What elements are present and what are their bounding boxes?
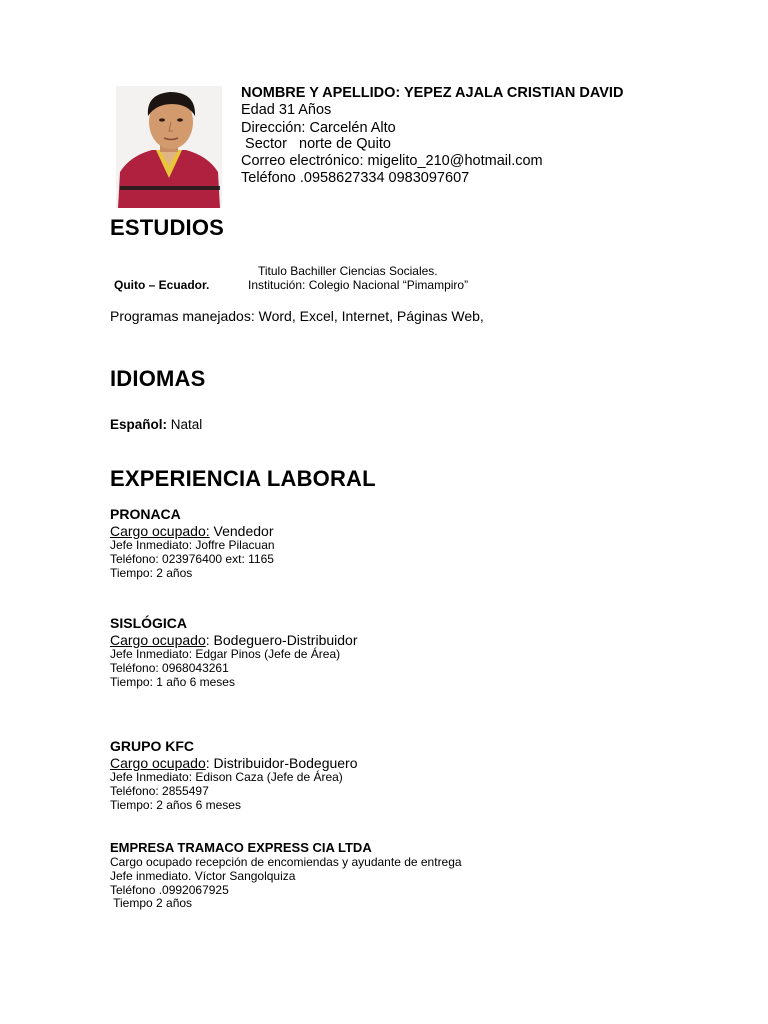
job-time: Tiempo 2 años — [110, 896, 193, 911]
person-photo-icon — [116, 86, 222, 208]
job-role-value: : Distribuidor-Bodeguero — [205, 755, 358, 771]
job-phone: Teléfono: 2855497 — [110, 783, 209, 798]
job-role — [110, 755, 358, 771]
sector-line: Sector norte de Quito — [241, 136, 391, 152]
job-role-label: Cargo ocupado — [110, 632, 206, 648]
experience-heading: EXPERIENCIA LABORAL — [110, 466, 376, 491]
job-company: PRONACA — [110, 506, 181, 522]
studies-title: Titulo Bachiller Ciencias Sociales. — [258, 264, 438, 278]
job-time: Tiempo: 2 años — [110, 565, 193, 580]
language-value: Natal — [167, 417, 203, 432]
job-time: Tiempo: 2 años 6 meses — [110, 797, 241, 812]
job-role — [110, 632, 358, 648]
job-role-value: Vendedor — [209, 523, 274, 539]
languages-heading: IDIOMAS — [110, 366, 206, 391]
address-line: Dirección: Carcelén Alto — [241, 120, 396, 136]
language-item — [110, 417, 202, 432]
job-role-value: : Bodeguero-Distribuidor — [205, 632, 358, 648]
job-entry-pronaca — [110, 506, 275, 580]
studies-location: Quito – Ecuador. — [114, 278, 210, 292]
job-boss: Jefe inmediato. Víctor Sangolquiza — [110, 868, 296, 883]
job-boss: Jefe Inmediato: Edgar Pinos (Jefe de Área) — [110, 647, 341, 661]
job-time: Tiempo: 1 año 6 meses — [110, 674, 235, 689]
studies-programs: Programas manejados: Word, Excel, Internet, Páginas Web, — [110, 308, 484, 324]
studies-heading: ESTUDIOS — [110, 215, 225, 240]
email-line: Correo electrónico: migelito_210@hotmail.com — [241, 153, 543, 169]
job-entry-sislogica — [110, 615, 358, 689]
age-line: Edad 31 Años — [241, 102, 332, 118]
phone-line: Teléfono .0958627334 0983097607 — [241, 170, 470, 186]
job-phone: Teléfono: 0968043261 — [110, 660, 229, 675]
job-phone: Teléfono: 023976400 ext: 1165 — [110, 551, 274, 566]
job-role: Cargo ocupado recepción de encomiendas y ayudante de entrega — [110, 855, 462, 869]
job-company: SISLÓGICA — [110, 615, 188, 631]
studies-institution: Institución: Colegio Nacional “Pimampiro” — [248, 278, 469, 292]
profile-photo — [116, 86, 222, 208]
job-boss: Jefe Inmediato: Edison Caza (Jefe de Área) — [110, 770, 343, 784]
job-company: GRUPO KFC — [110, 738, 194, 754]
job-entry-kfc — [110, 738, 358, 812]
job-entry-tramaco — [110, 840, 462, 911]
job-company: EMPRESA TRAMACO EXPRESS CIA LTDA — [110, 840, 372, 855]
job-role-label: Cargo ocupado: — [110, 523, 210, 539]
job-boss: Jefe Inmediato: Joffre Pilacuan — [110, 538, 275, 552]
name-line: NOMBRE Y APELLIDO: YEPEZ AJALA CRISTIAN DAVID — [241, 85, 624, 101]
job-phone: Teléfono .0992067925 — [110, 882, 229, 897]
job-role-label: Cargo ocupado — [110, 755, 206, 771]
job-role — [110, 523, 275, 539]
language-label: Español: — [110, 417, 168, 432]
